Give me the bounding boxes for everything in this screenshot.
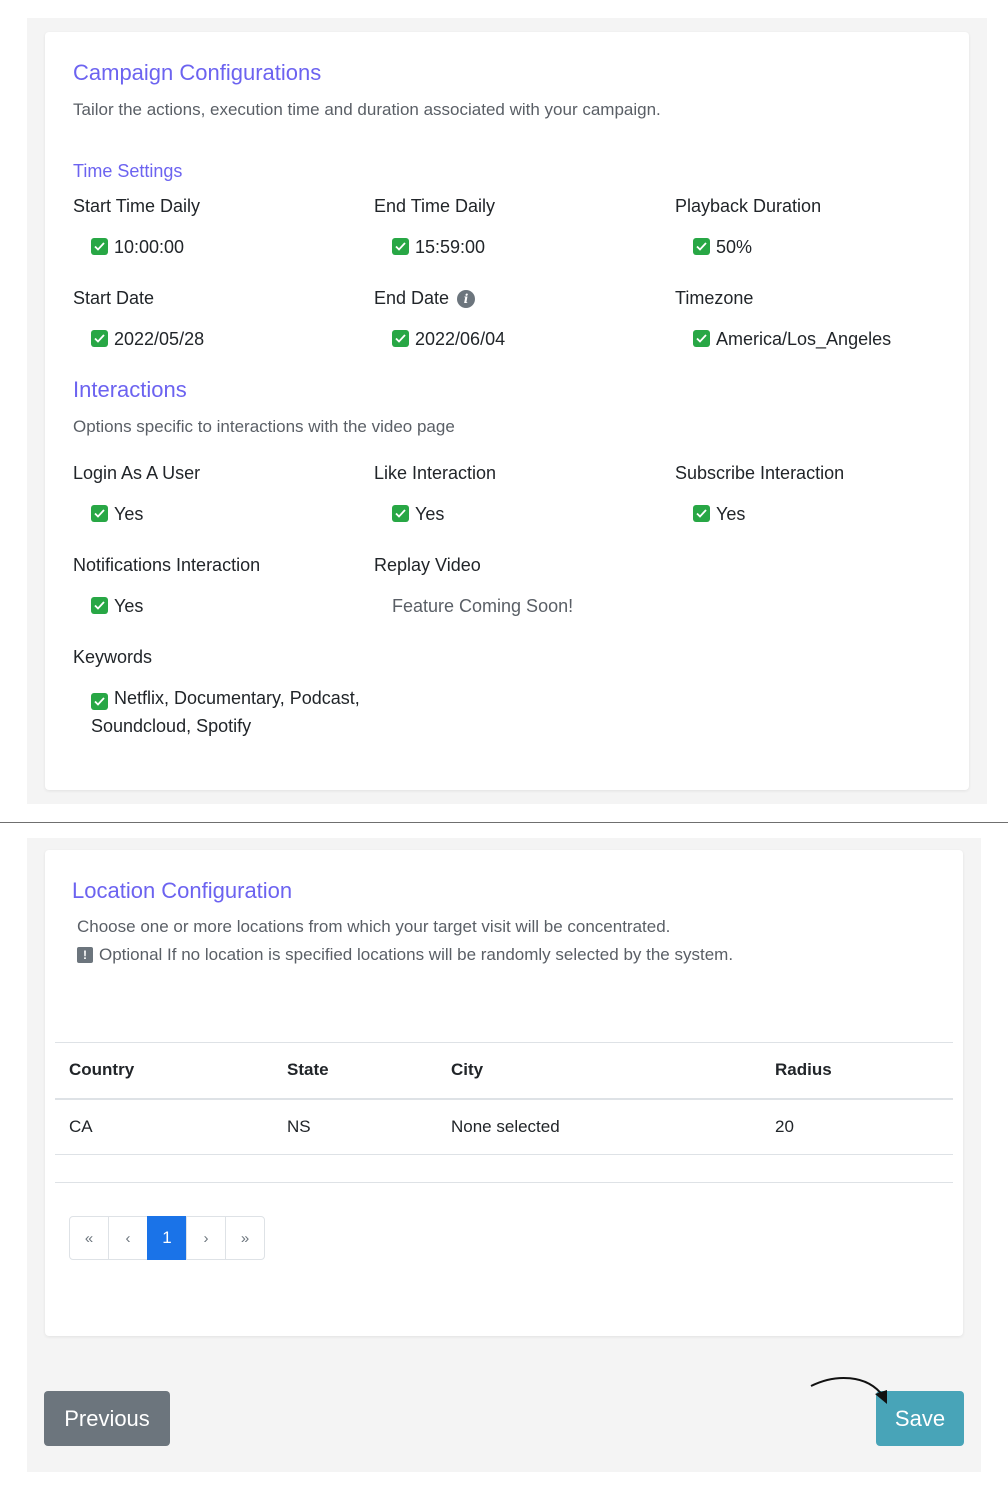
table-empty-row — [55, 1155, 953, 1183]
playback-duration-field — [675, 196, 965, 261]
cell-country: CA — [69, 1116, 93, 1136]
end-date-value — [374, 325, 664, 353]
cell-state: NS — [287, 1116, 311, 1136]
header-radius[interactable]: Radius — [775, 1060, 832, 1080]
subscribe-interaction-field — [675, 463, 965, 528]
like-interaction-field — [374, 463, 664, 528]
check-square-icon — [693, 330, 710, 347]
notifications-interaction-label: Notifications Interaction — [73, 555, 261, 575]
check-square-icon — [392, 330, 409, 347]
playback-duration-label: Playback Duration — [675, 196, 822, 216]
page-first-button[interactable]: « — [69, 1216, 109, 1260]
start-date-field — [73, 288, 363, 353]
end-date-label: End Date — [374, 288, 450, 308]
replay-video-value — [374, 592, 664, 620]
start-date-label: Start Date — [73, 288, 155, 308]
start-time-daily-text: 10:00:00 — [114, 237, 185, 257]
location-title: Location Configuration — [72, 878, 293, 903]
table-header-row — [55, 1043, 953, 1099]
end-time-daily-field — [374, 196, 664, 261]
page-1-button[interactable]: 1 — [147, 1216, 187, 1260]
notifications-interaction-field — [73, 555, 363, 620]
timezone-label: Timezone — [675, 288, 754, 308]
campaign-title: Campaign Configurations — [73, 60, 322, 85]
end-time-daily-text: 15:59:00 — [415, 237, 486, 257]
page-last-button[interactable]: » — [225, 1216, 265, 1260]
locations-table — [55, 1042, 953, 1183]
section-divider — [0, 822, 1008, 823]
location-description: Choose one or more locations from which your target visit will be concentrated. — [77, 917, 671, 936]
check-square-icon — [392, 238, 409, 255]
playback-duration-value — [675, 233, 965, 261]
login-as-user-field — [73, 463, 363, 528]
keywords-text: Netflix, Documentary, Podcast, Soundcloud, Spotify — [91, 688, 360, 736]
replay-video-label: Replay Video — [374, 555, 481, 575]
check-square-icon — [91, 693, 108, 710]
like-interaction-value — [374, 500, 664, 528]
start-date-value — [73, 325, 363, 353]
keywords-label: Keywords — [73, 647, 153, 667]
header-country[interactable]: Country — [69, 1060, 135, 1080]
cell-radius: 20 — [775, 1116, 794, 1136]
login-as-user-text: Yes — [114, 504, 144, 524]
end-date-field — [374, 288, 664, 353]
campaign-description: Tailor the actions, execution time and duration associated with your campaign. — [73, 100, 661, 119]
check-square-icon — [392, 505, 409, 522]
subscribe-interaction-text: Yes — [716, 504, 746, 524]
check-square-icon — [91, 505, 108, 522]
check-square-icon — [91, 238, 108, 255]
start-time-daily-label: Start Time Daily — [73, 196, 201, 216]
pagination — [69, 1216, 265, 1260]
interactions-description: Options specific to interactions with the video page — [73, 417, 455, 436]
timezone-text: America/Los_Angeles — [716, 329, 892, 349]
info-circle-icon[interactable]: i — [457, 290, 475, 308]
time-settings-heading: Time Settings — [73, 161, 183, 181]
exclamation-square-icon: ! — [77, 947, 93, 963]
keywords-field — [73, 647, 393, 740]
table-row[interactable] — [55, 1099, 953, 1155]
start-date-text: 2022/05/28 — [114, 329, 205, 349]
save-button[interactable]: Save — [876, 1391, 964, 1446]
login-as-user-label: Login As A User — [73, 463, 201, 483]
interactions-heading: Interactions — [73, 377, 187, 402]
header-state[interactable]: State — [287, 1060, 329, 1080]
header-city[interactable]: City — [451, 1060, 484, 1080]
check-square-icon — [693, 238, 710, 255]
like-interaction-label: Like Interaction — [374, 463, 497, 483]
check-square-icon — [91, 330, 108, 347]
previous-button[interactable]: Previous — [44, 1391, 170, 1446]
timezone-field — [675, 288, 965, 353]
page-next-button[interactable]: › — [186, 1216, 226, 1260]
replay-video-text: Feature Coming Soon! — [392, 596, 574, 616]
timezone-value — [675, 325, 965, 353]
replay-video-field — [374, 555, 664, 620]
curved-arrow-icon — [805, 1372, 895, 1412]
location-configuration-card — [45, 850, 963, 1336]
end-time-daily-label: End Time Daily — [374, 196, 496, 216]
page-prev-button[interactable]: ‹ — [108, 1216, 148, 1260]
check-square-icon — [91, 597, 108, 614]
login-as-user-value — [73, 500, 363, 528]
optional-note-text: Optional If no location is specified locations will be randomly selected by the system. — [99, 945, 734, 964]
campaign-configurations-card — [45, 32, 969, 790]
playback-duration-text: 50% — [716, 237, 753, 257]
like-interaction-text: Yes — [415, 504, 445, 524]
cell-city: None selected — [451, 1116, 560, 1136]
end-time-daily-value — [374, 233, 664, 261]
optional-note — [77, 945, 733, 965]
notifications-interaction-text: Yes — [114, 596, 144, 616]
start-time-daily-value — [73, 233, 363, 261]
keywords-value — [73, 684, 393, 740]
subscribe-interaction-value — [675, 500, 965, 528]
check-square-icon — [693, 505, 710, 522]
notifications-interaction-value — [73, 592, 363, 620]
end-date-label-row — [374, 288, 664, 309]
start-time-daily-field — [73, 196, 363, 261]
end-date-text: 2022/06/04 — [415, 329, 506, 349]
subscribe-interaction-label: Subscribe Interaction — [675, 463, 845, 483]
